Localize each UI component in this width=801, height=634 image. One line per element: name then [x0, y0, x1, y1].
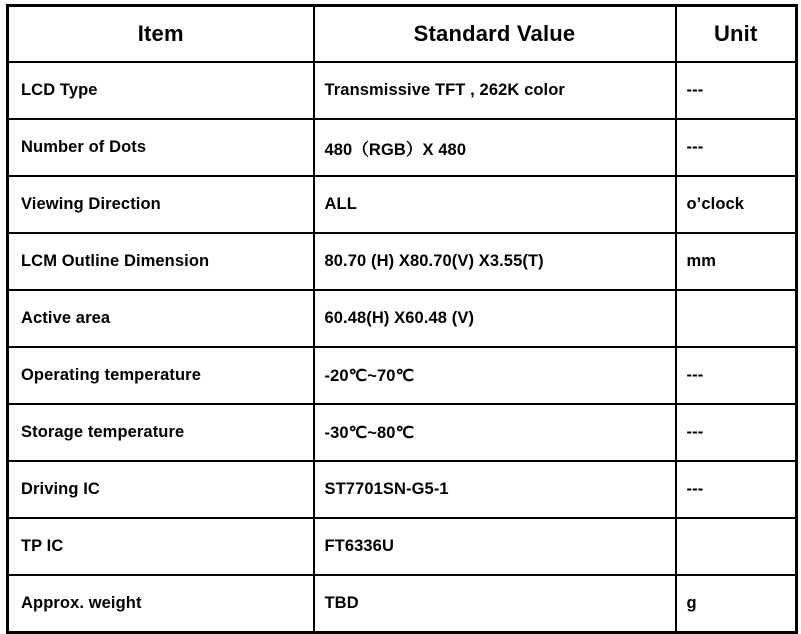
- column-header-standard-value: Standard Value: [314, 6, 676, 63]
- cell-unit: ---: [676, 62, 797, 119]
- cell-item: Approx. weight: [8, 575, 314, 633]
- table-row: [8, 176, 797, 233]
- cell-value: 480（RGB）X 480: [314, 119, 676, 176]
- table-row: [8, 518, 797, 575]
- table-row: [8, 461, 797, 518]
- table-row: [8, 62, 797, 119]
- cell-item: Storage temperature: [8, 404, 314, 461]
- cell-item: Operating temperature: [8, 347, 314, 404]
- cell-value: -30℃~80℃: [314, 404, 676, 461]
- cell-value: 80.70 (H) X80.70(V) X3.55(T): [314, 233, 676, 290]
- cell-item: Active area: [8, 290, 314, 347]
- cell-unit: o’clock: [676, 176, 797, 233]
- cell-value: ALL: [314, 176, 676, 233]
- cell-item: LCM Outline Dimension: [8, 233, 314, 290]
- cell-unit: ---: [676, 461, 797, 518]
- table-header: [8, 6, 797, 63]
- cell-unit: mm: [676, 233, 797, 290]
- cell-item: LCD Type: [8, 62, 314, 119]
- cell-value: FT6336U: [314, 518, 676, 575]
- table-row: [8, 404, 797, 461]
- table-body: [8, 62, 797, 633]
- cell-item: Driving IC: [8, 461, 314, 518]
- table-header-row: [8, 6, 797, 63]
- table-row: [8, 290, 797, 347]
- specification-table: [6, 4, 798, 634]
- cell-value: TBD: [314, 575, 676, 633]
- cell-unit: ---: [676, 347, 797, 404]
- table-row: [8, 575, 797, 633]
- cell-item: Viewing Direction: [8, 176, 314, 233]
- cell-item: TP IC: [8, 518, 314, 575]
- cell-unit: [676, 290, 797, 347]
- cell-unit: ---: [676, 404, 797, 461]
- cell-value: 60.48(H) X60.48 (V): [314, 290, 676, 347]
- cell-item: Number of Dots: [8, 119, 314, 176]
- table-row: [8, 347, 797, 404]
- cell-unit: ---: [676, 119, 797, 176]
- cell-value: Transmissive TFT , 262K color: [314, 62, 676, 119]
- column-header-unit: Unit: [676, 6, 797, 63]
- cell-value: ST7701SN-G5-1: [314, 461, 676, 518]
- table-row: [8, 119, 797, 176]
- cell-value: -20℃~70℃: [314, 347, 676, 404]
- column-header-item: Item: [8, 6, 314, 63]
- cell-unit: [676, 518, 797, 575]
- table-row: [8, 233, 797, 290]
- cell-unit: g: [676, 575, 797, 633]
